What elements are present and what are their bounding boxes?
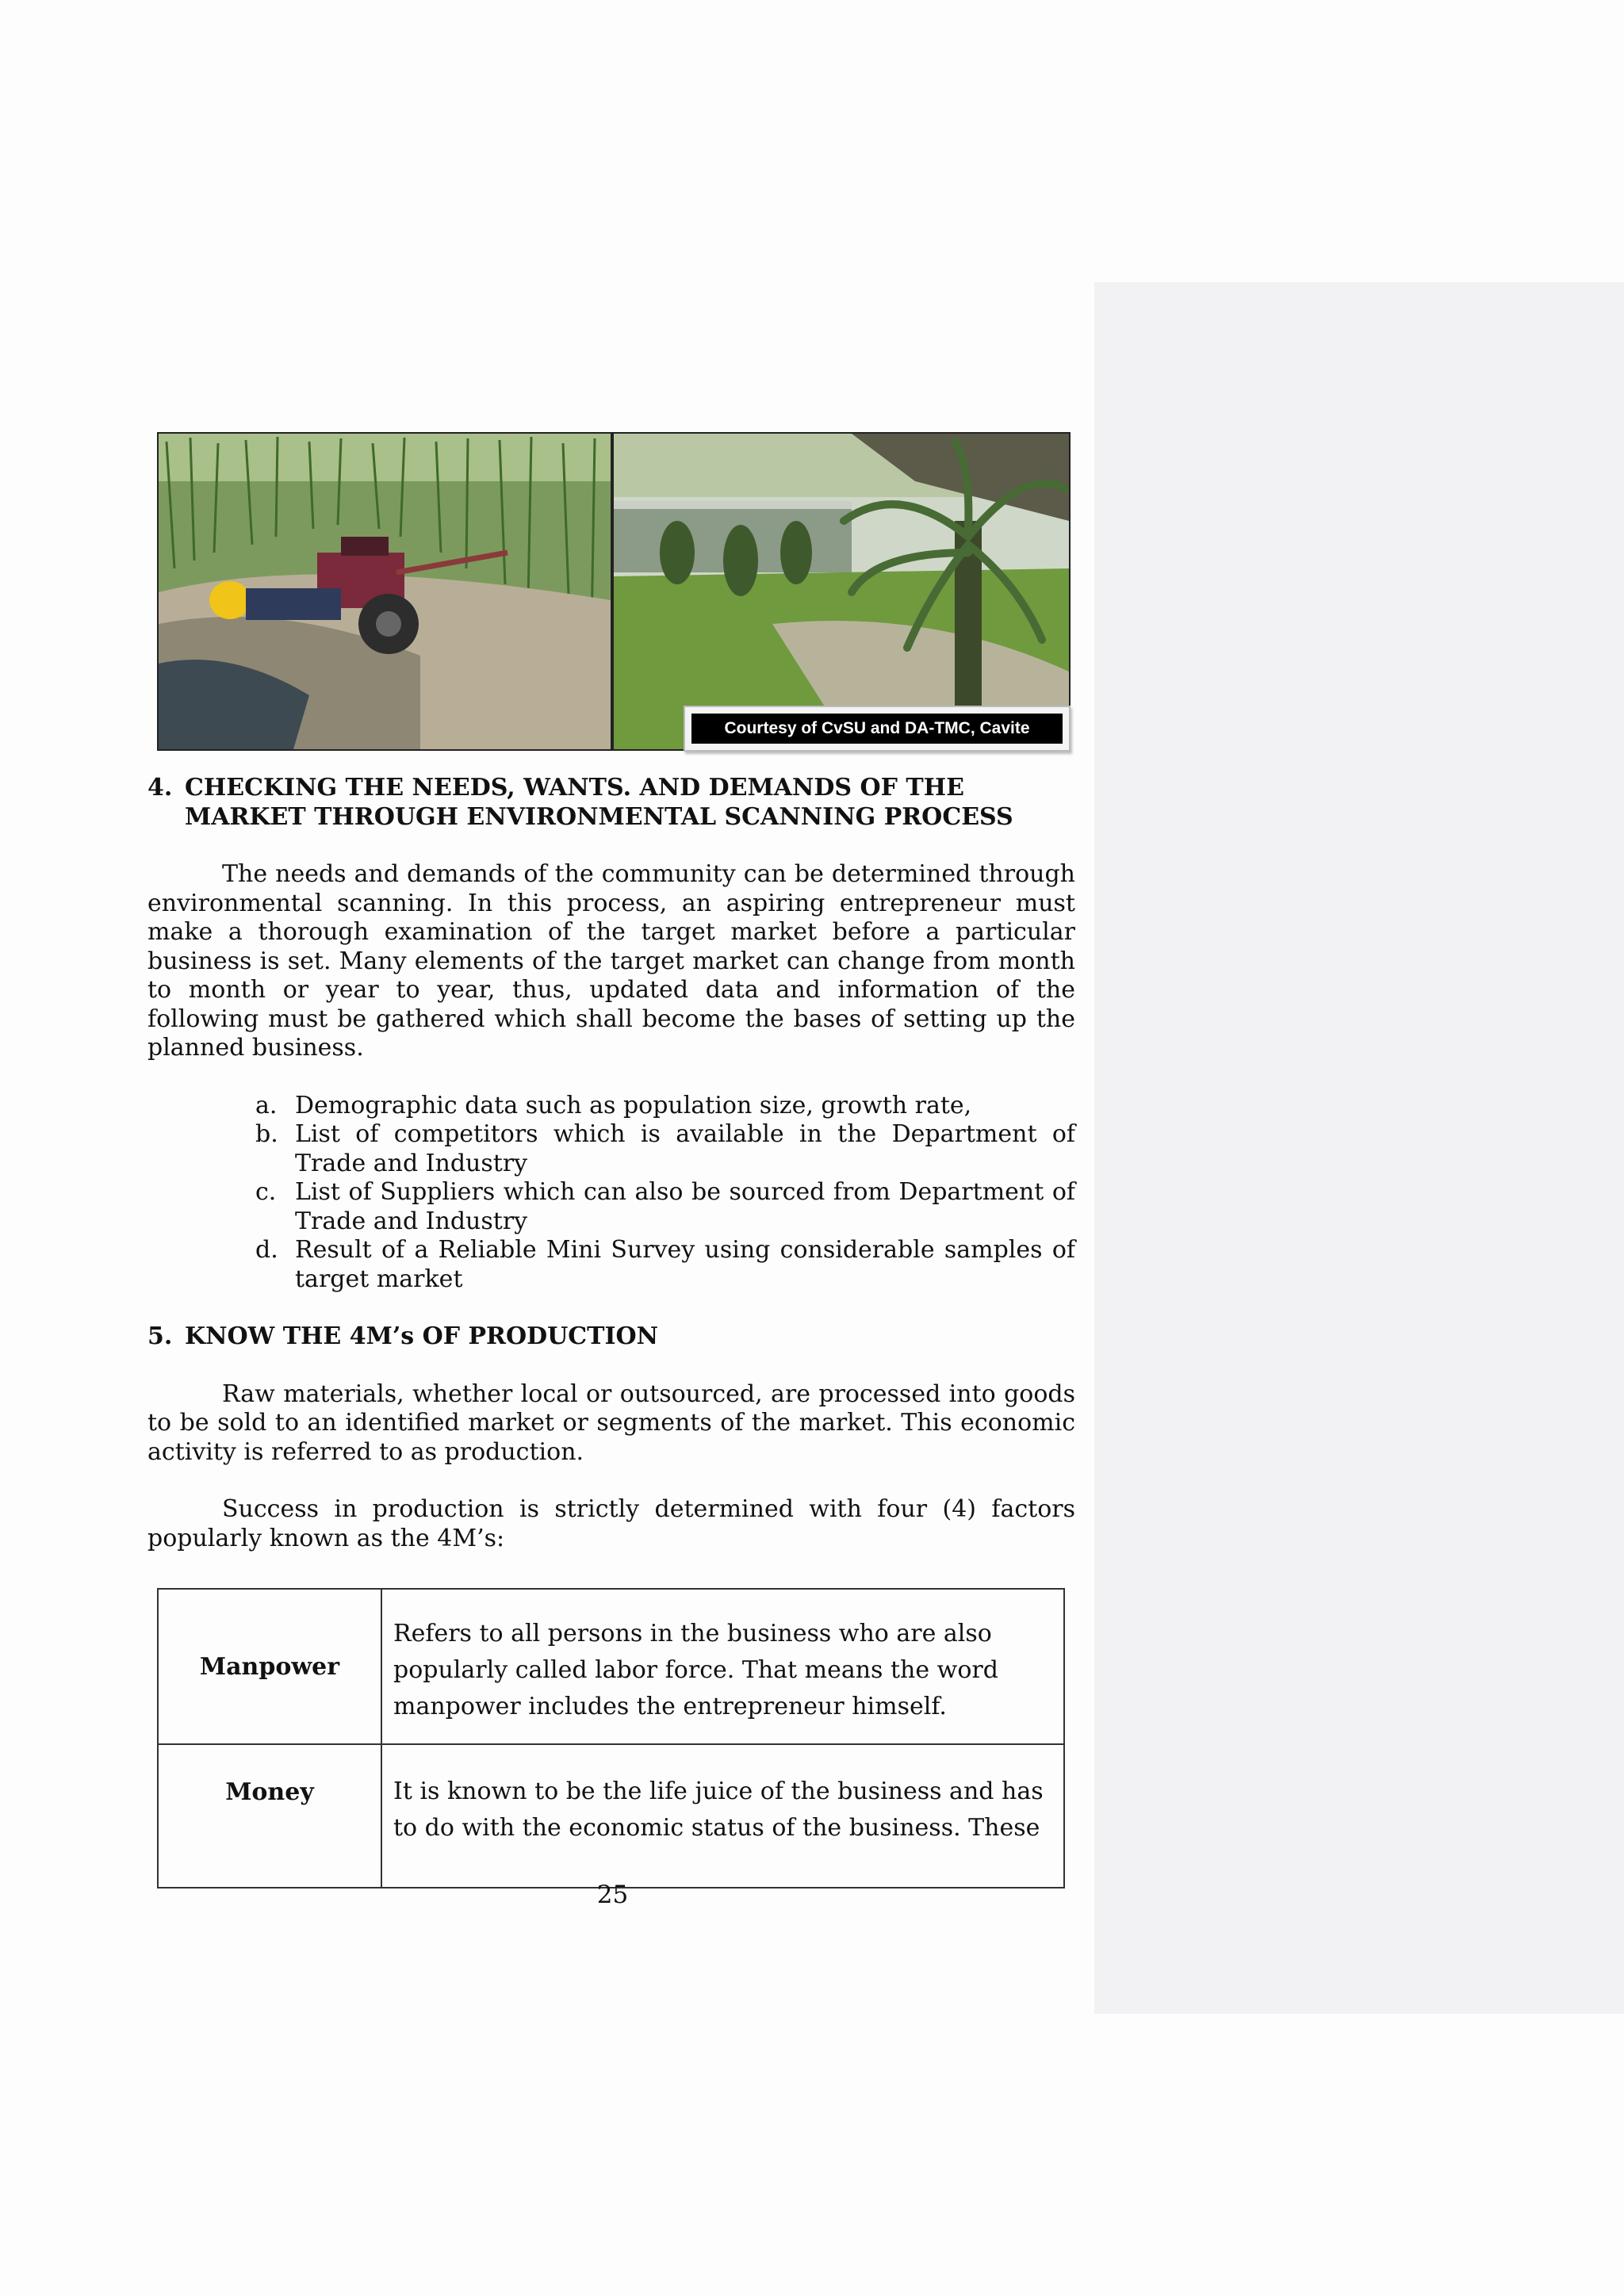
table-row xyxy=(158,1589,1064,1744)
list-item xyxy=(255,1236,1075,1294)
list-item-text: List of competitors which is available in the Department of Trade and Industry xyxy=(295,1120,1075,1177)
section-4-heading xyxy=(147,774,1075,832)
tractor-in-cornfield-photo xyxy=(157,432,612,751)
list-item-text: List of Suppliers which can also be sourced from Department of Trade and Industry xyxy=(295,1178,1075,1235)
page-content xyxy=(147,774,1075,1553)
table-term-cell: Manpower xyxy=(158,1589,381,1744)
section-5-title: KNOW THE 4M’s OF PRODUCTION xyxy=(185,1322,659,1350)
list-marker: a. xyxy=(255,1091,278,1119)
list-item-text: Result of a Reliable Mini Survey using considerable samples of target market xyxy=(295,1236,1075,1293)
section-5-paragraph-1: Raw materials, whether local or outsourced, are processed into goods to be sold to an identified market or segments of the market. This economic activity is referred to as production. xyxy=(147,1380,1075,1466)
table-row xyxy=(158,1744,1064,1888)
comment-margin-panel xyxy=(1094,282,1624,2014)
page-number: 25 xyxy=(596,1881,629,1909)
section-5-paragraph-2: Success in production is strictly determined with four (4) factors popularly known as the 4M’s: xyxy=(147,1495,1075,1552)
table-definition-cell: Refers to all persons in the business who are also popularly called labor force. That means the word manpower includes the entrepreneur himself. xyxy=(381,1589,1064,1744)
list-item xyxy=(255,1120,1075,1178)
photo-credit-text: Courtesy of CvSU and DA-TMC, Cavite xyxy=(691,714,1063,744)
section-4-number: 4. xyxy=(147,774,173,802)
section-4-title: CHECKING THE NEEDS, WANTS. AND DEMANDS OF THE MARKET THROUGH ENVIRONMENTAL SCANNING PROCESS xyxy=(185,774,1013,831)
photo-credit-caption xyxy=(684,706,1071,752)
list-item-text: Demographic data such as population size, growth rate, xyxy=(295,1091,972,1119)
table-term-cell: Money xyxy=(158,1744,381,1888)
photo-strip xyxy=(157,432,1071,749)
list-marker: d. xyxy=(255,1236,278,1264)
section-4-paragraph: The needs and demands of the community can be determined through environmental scanning. In this process, an aspiring entrepreneur must make a thorough examination of the target market before a particular business is set. Many elements of the target market can change from month to month or year to year, thus, updated data and information of the following must be gathered which shall become the bases of setting up the planned business. xyxy=(147,860,1075,1062)
section-5-number: 5. xyxy=(147,1322,173,1350)
list-item xyxy=(255,1178,1075,1236)
four-ms-table xyxy=(157,1588,1065,1888)
list-marker: b. xyxy=(255,1120,278,1148)
section-5-heading xyxy=(147,1322,1075,1352)
table-definition-cell: It is known to be the life juice of the business and has to do with the economic status of the business. These xyxy=(381,1744,1064,1888)
dragon-fruit-orchard-photo xyxy=(612,432,1071,751)
list-marker: c. xyxy=(255,1178,277,1206)
market-data-list xyxy=(147,1092,1075,1295)
list-item xyxy=(255,1092,1075,1121)
